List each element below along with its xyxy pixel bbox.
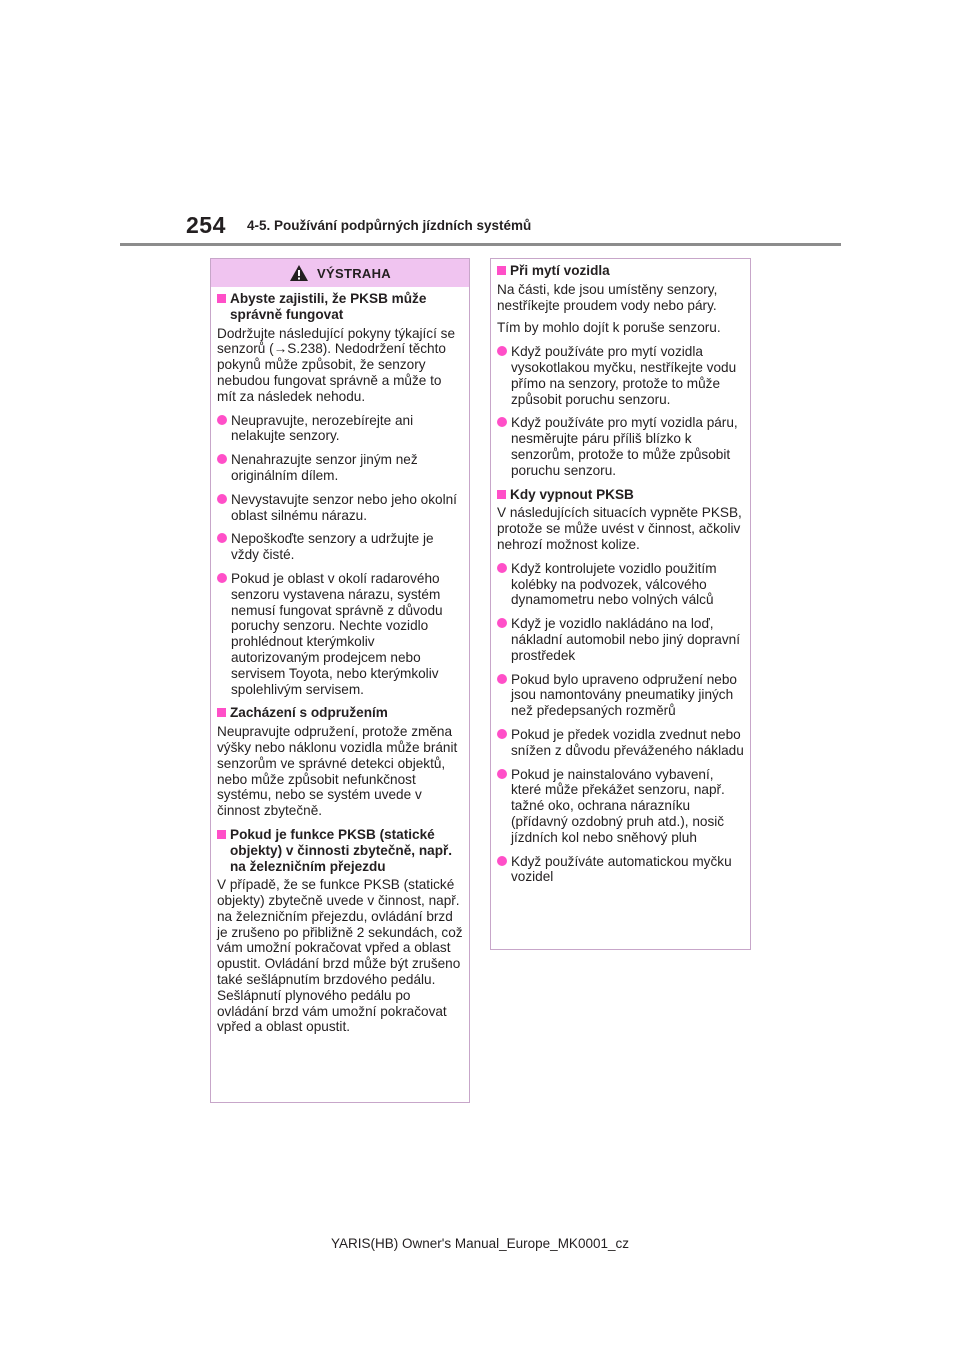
bullet-dot-icon (217, 454, 227, 464)
square-marker-icon (497, 266, 506, 275)
info-content (491, 259, 750, 885)
list-item-text: Když používáte pro mytí vozidla vysokotlakou myčku, nestříkejte vodu přímo na senzory, protože to může způsobit poruchu senzoru. (511, 344, 737, 407)
heading-text: Kdy vypnout PKSB (510, 486, 634, 502)
paragraph-text: Na části, kde jsou umístěny senzory, nestříkejte proudem vody nebo páry. (497, 281, 718, 313)
paragraph (217, 877, 463, 1035)
paragraph-text: Neupravujte odpružení, protože změna výšky nebo náklonu vozidla může bránit senzorům ve správné detekci objektů, nebo může způsobit nefunkčnost systému, nebo se systém uvede v činnost zbytečně. (217, 724, 458, 819)
paragraph-text: V případě, že se funkce PKSB (statické objekty) zbytečně uvede v činnost, např. na železničním přejezdu, ovládání brzd je zrušeno po přibližně 2 sekundách, což vám umožní pokračovat vpřed a oblast opustit. Ovládání brzd může být zrušeno také sešlápnutím brzdového pedálu. Sešlápnutí plynového pedálu po ovládání brzd vám umožní pokračovat vpřed a oblast opustit. (217, 877, 463, 1035)
square-marker-icon (217, 830, 226, 839)
bullet-dot-icon (497, 769, 507, 779)
bullet-dot-icon (217, 573, 227, 583)
list-item (497, 561, 744, 608)
warning-box (210, 258, 470, 1103)
paragraph (497, 282, 744, 314)
warning-triangle-icon (289, 264, 309, 282)
section-heading (497, 487, 744, 503)
list-item (217, 492, 463, 524)
warning-content (211, 287, 469, 1035)
list-item-text: Nevystavujte senzor nebo jeho okolní oblast silnému nárazu. (231, 491, 457, 523)
bullet-dot-icon (497, 346, 507, 356)
paragraph-text: Dodržujte následující pokyny týkající se senzorů (→S.238). Nedodržení těchto pokynů může způsobit, že senzory nebudou fungovat správně a může to mít za následek nehodu. (217, 325, 456, 404)
paragraph (497, 320, 744, 336)
list-item (217, 571, 463, 697)
list-item-text: Když je vozidlo nakládáno na loď, nákladní automobil nebo jiný dopravní prostředek (511, 616, 740, 663)
section-heading (217, 291, 463, 323)
heading-text: Při mytí vozidla (510, 263, 610, 278)
list-item (497, 767, 744, 846)
square-marker-icon (217, 708, 226, 717)
warning-title: VÝSTRAHA (317, 265, 391, 281)
list-item-text: Pokud je nainstalováno vybavení, které může překážet senzoru, např. tažné oko, ochrana nárazníku (přídavný ozdobný pruh atd.), nosič jízdních kol nebo sněhový pluh (511, 766, 725, 845)
paragraph (217, 326, 463, 405)
bullet-dot-icon (217, 533, 227, 543)
list-item-text: Když používáte automatickou myčku vozidel (511, 853, 732, 885)
list-item-text: Nenahrazujte senzor jiným než originálním dílem. (231, 452, 418, 483)
list-item (497, 616, 744, 663)
list-item-text: Nepoškoďte senzory a udržujte je vždy čisté. (231, 531, 434, 563)
info-box (490, 258, 751, 950)
bullet-dot-icon (217, 415, 227, 425)
paragraph-text: V následujících situacích vypněte PKSB, protože se může uvést v činnost, ačkoliv nehrozí možnost kolize. (497, 505, 742, 552)
paragraph (497, 505, 744, 552)
bullet-dot-icon (497, 618, 507, 628)
bullet-dot-icon (497, 729, 507, 739)
heading-text: Pokud je funkce PKSB (statické objekty) v činnosti zbytečně, např. na železničním přejezdu (230, 826, 453, 874)
list-item-text: Pokud bylo upraveno odpružení nebo jsou namontovány pneumatiky jiných než předepsaných rozměrů (511, 671, 737, 719)
warning-header (211, 259, 469, 287)
list-item (497, 344, 744, 407)
list-item (497, 854, 744, 886)
bullet-dot-icon (217, 494, 227, 504)
bullet-dot-icon (497, 417, 507, 427)
list-item-text: Když používáte pro mytí vozidla páru, nesměrujte páru příliš blízko k senzorům, protože to může způsobit poruchu senzoru. (511, 415, 738, 478)
paragraph (217, 724, 463, 819)
bullet-dot-icon (497, 856, 507, 866)
list-item-text: Neupravujte, nerozebírejte ani nelakujte senzory. (231, 412, 414, 444)
list-item (217, 452, 463, 484)
list-item (497, 415, 744, 478)
bullet-dot-icon (497, 563, 507, 573)
list-item (497, 727, 744, 759)
heading-text: Zacházení s odpružením (230, 705, 388, 721)
list-item-text: Pokud je předek vozidla zvednut nebo snížen z důvodu převáženého nákladu (511, 726, 744, 758)
list-item (217, 413, 463, 445)
section-heading (217, 827, 463, 874)
bullet-dot-icon (497, 674, 507, 684)
heading-text: Abyste zajistili, že PKSB může správně fungovat (230, 291, 427, 322)
square-marker-icon (497, 490, 506, 499)
header-rule (120, 243, 841, 246)
section-title: 4-5. Používání podpůrných jízdních systémů (247, 218, 532, 233)
list-item (217, 531, 463, 563)
section-heading (217, 705, 463, 721)
square-marker-icon (217, 294, 226, 303)
list-item (497, 672, 744, 719)
page-number: 254 (186, 212, 226, 238)
paragraph-text: Tím by mohlo dojít k poruše senzoru. (497, 320, 721, 336)
footer-text: YARIS(HB) Owner's Manual_Europe_MK0001_cz (331, 1236, 629, 1251)
list-item-text: Pokud je oblast v okolí radarového senzoru vystavena nárazu, systém nemusí fungovat správně z důvodu poruchy senzoru. Nechte vozidlo prohlédnout kterýmkoliv autorizovaným prodejcem nebo servisem Toyota, nebo kterýmkoliv spolehlivým servisem. (231, 570, 443, 697)
section-heading (497, 263, 744, 279)
list-item-text: Když kontrolujete vozidlo použitím kolébky na podvozek, válcového dynamometru nebo volných válců (511, 560, 717, 608)
